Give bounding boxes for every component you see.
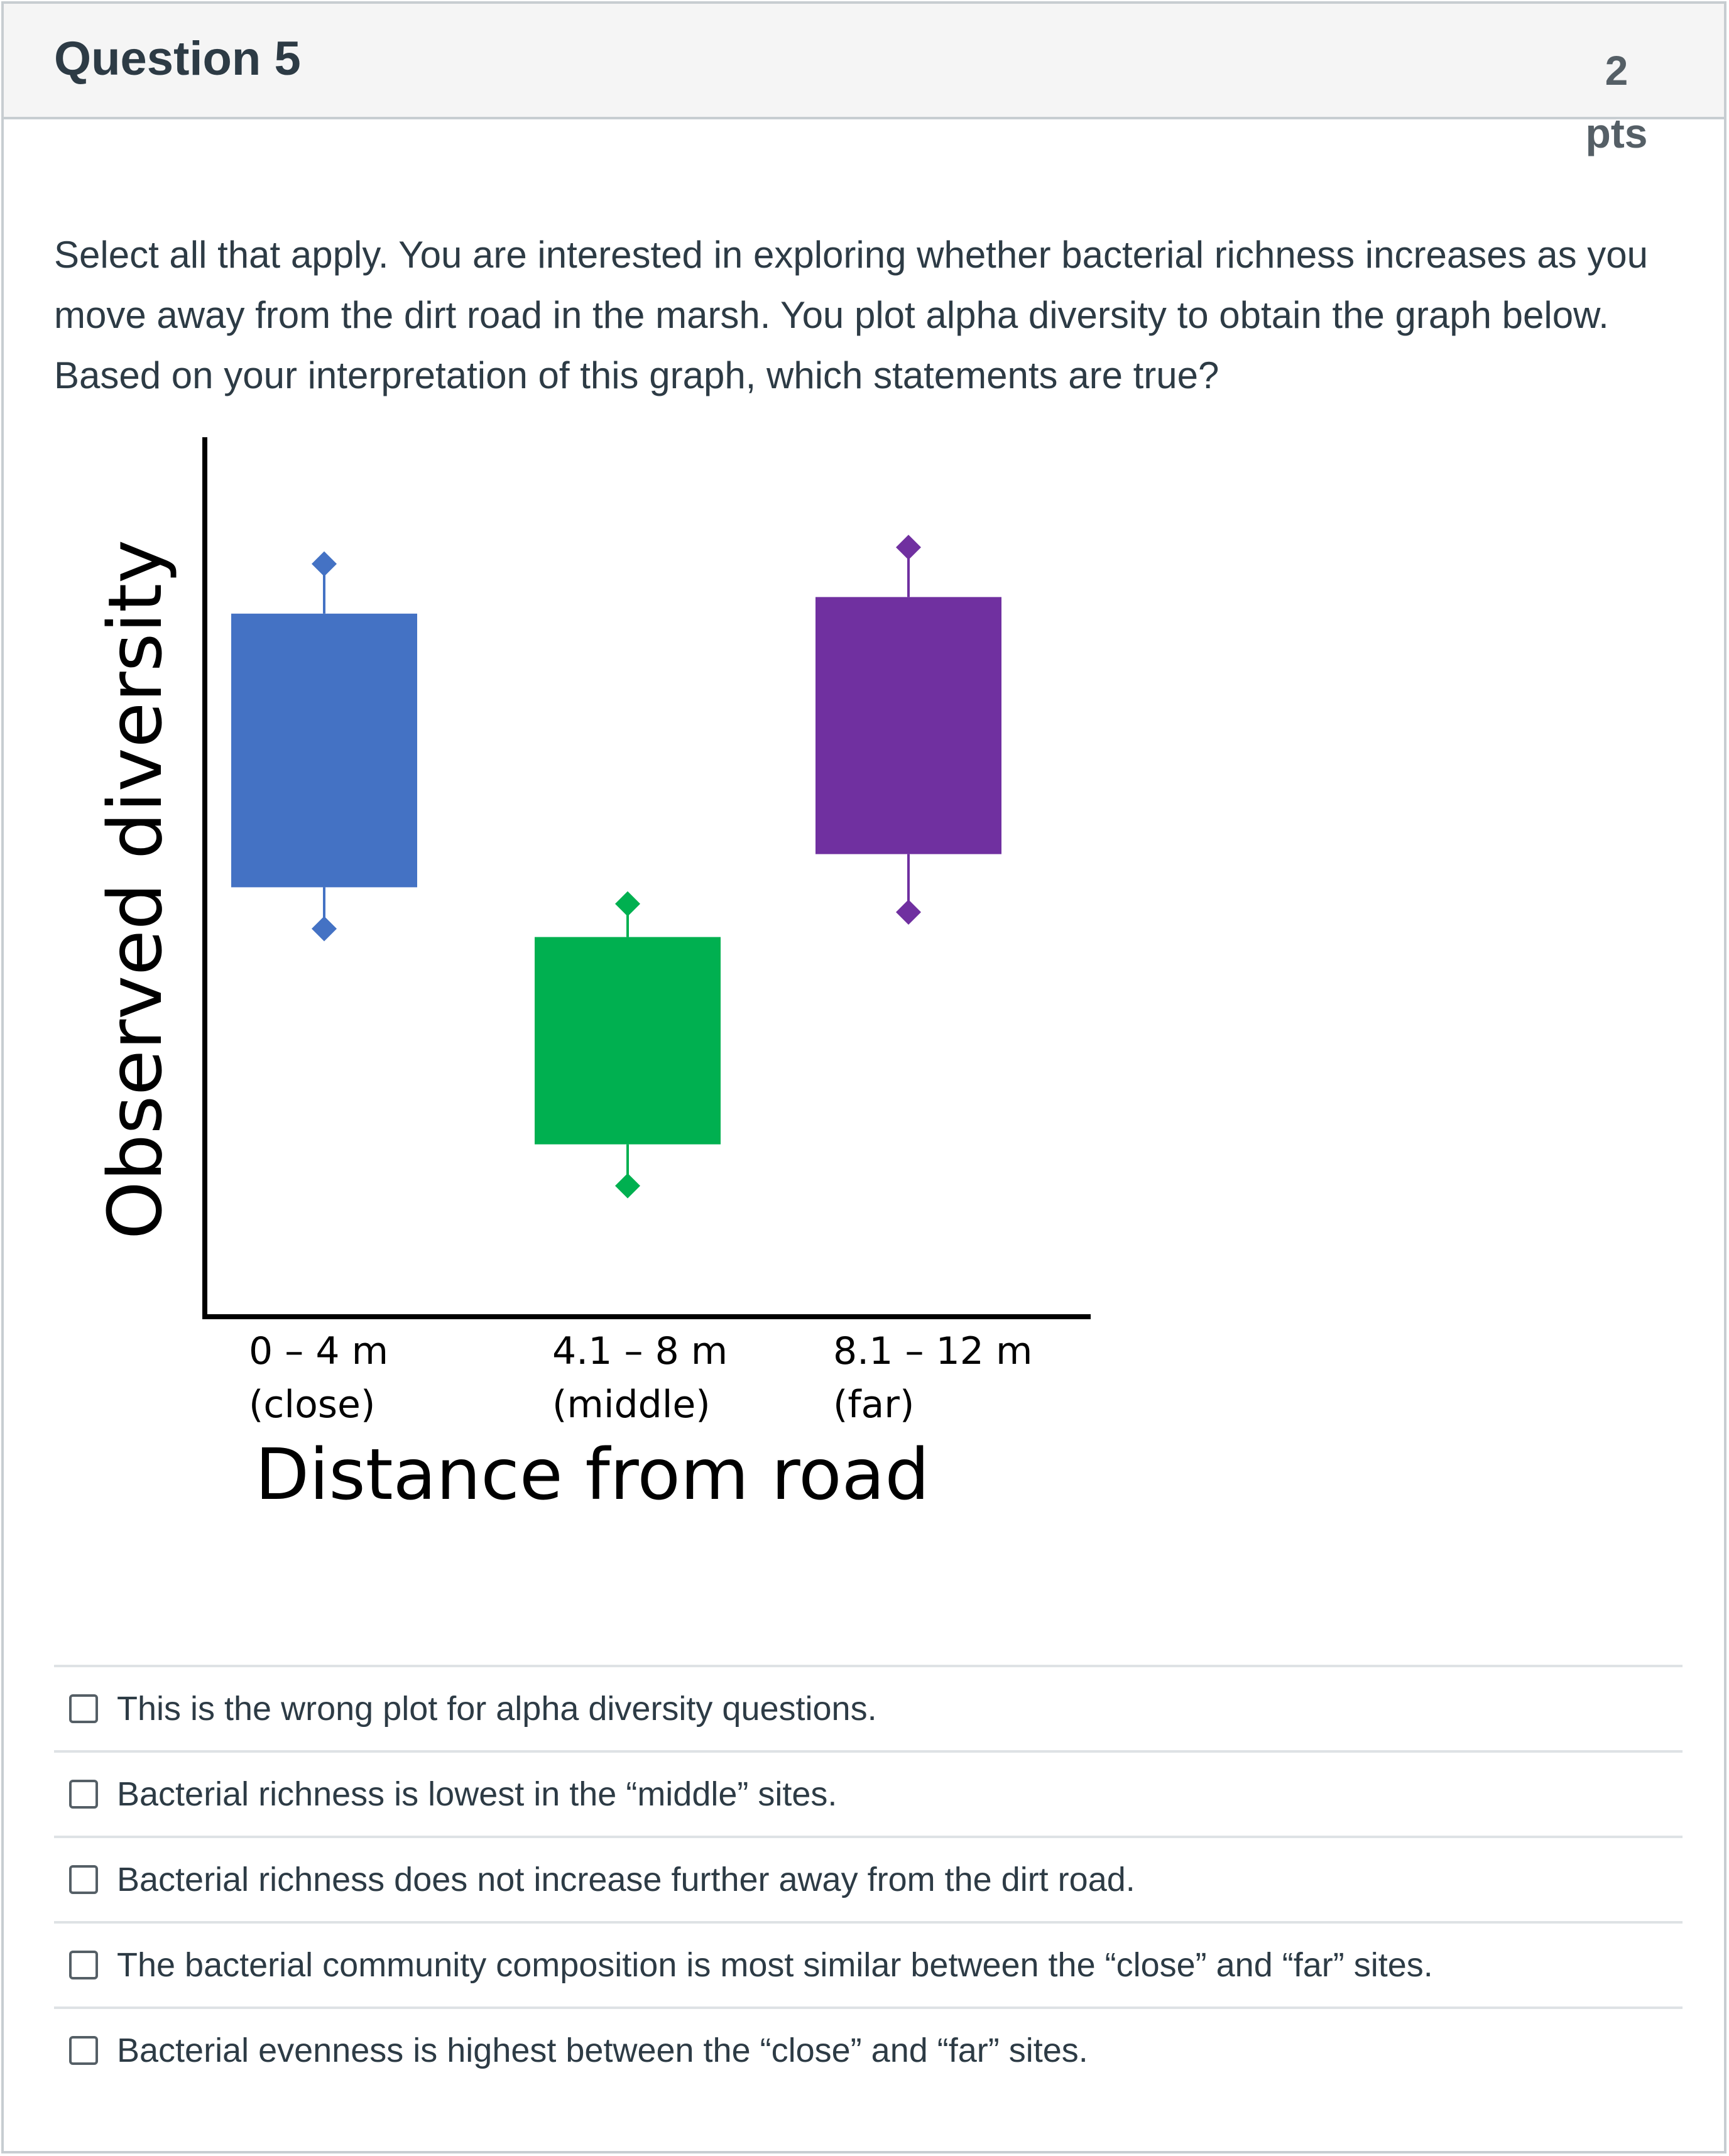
answer-label[interactable]: This is the wrong plot for alpha diversity questions.: [117, 1690, 877, 1728]
answer-option[interactable]: [54, 1836, 1683, 1921]
x-tick-label: 0 – 4 m: [249, 1329, 389, 1373]
box: [815, 597, 1001, 854]
answer-option[interactable]: [54, 1750, 1683, 1836]
min-marker: [896, 900, 921, 925]
question-header: [4, 4, 1724, 156]
box-plot-chart: [67, 418, 1135, 1549]
answer-checkbox[interactable]: [69, 2036, 98, 2065]
answer-checkbox[interactable]: [69, 1865, 98, 1894]
answer-option[interactable]: [54, 2006, 1683, 2092]
answer-checkbox[interactable]: [69, 1951, 98, 1979]
x-tick-sublabel: (far): [833, 1383, 915, 1427]
min-marker: [615, 1173, 640, 1199]
x-tick-sublabel: (close): [249, 1383, 376, 1427]
answer-label[interactable]: Bacterial richness does not increase further away from the dirt road.: [117, 1861, 1135, 1898]
points-unit: pts: [1585, 110, 1648, 156]
max-marker: [896, 535, 921, 560]
min-marker: [312, 916, 337, 941]
answer-option[interactable]: [54, 1665, 1683, 1750]
x-tick-label: 8.1 – 12 m: [833, 1329, 1033, 1373]
box: [535, 937, 721, 1145]
answer-label[interactable]: The bacterial community composition is most similar between the “close” and “far” sites.: [117, 1946, 1433, 1984]
x-tick-sublabel: (middle): [552, 1383, 711, 1427]
y-axis-label: Observed diversity: [92, 539, 178, 1240]
question-text: Select all that apply. You are interested in exploring whether bacterial richness increases as you move away from the dirt road in the marsh. You plot alpha diversity to obtain the graph below. Based on your interpretation of this graph, which statements are true?: [54, 234, 1649, 396]
answer-label[interactable]: Bacterial evenness is highest between the “close” and “far” sites.: [117, 2032, 1088, 2069]
max-marker: [615, 891, 640, 917]
question-card: [1, 1, 1726, 2153]
box: [231, 614, 417, 888]
answer-list: [54, 1665, 1683, 2092]
max-marker: [312, 552, 337, 577]
question-points: [1582, 39, 1651, 165]
answer-checkbox[interactable]: [69, 1694, 98, 1723]
x-tick-label: 4.1 – 8 m: [552, 1329, 728, 1373]
answer-option[interactable]: [54, 1921, 1683, 2006]
question-title: Question 5: [54, 32, 301, 85]
answer-label[interactable]: Bacterial richness is lowest in the “middle” sites.: [117, 1775, 837, 1813]
answer-checkbox[interactable]: [69, 1780, 98, 1809]
points-value: 2: [1605, 47, 1628, 94]
x-axis-label: Distance from road: [255, 1434, 930, 1516]
